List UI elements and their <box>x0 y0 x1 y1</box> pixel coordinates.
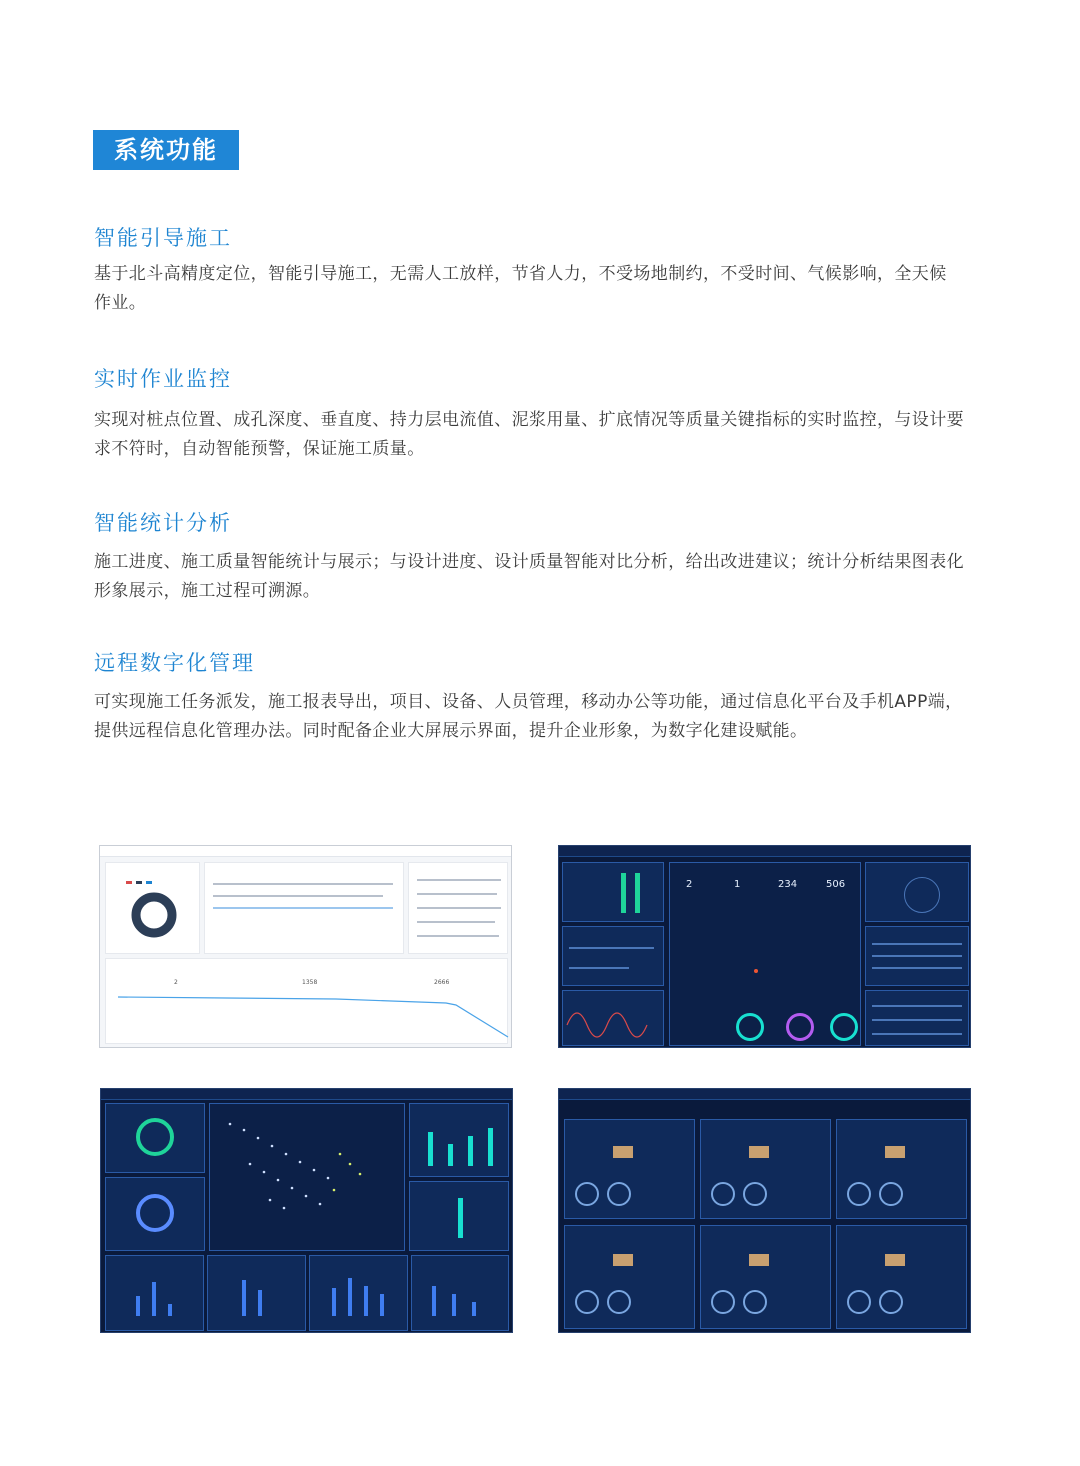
body-line: 提供远程信息化管理办法。同时配备企业大屏展示界面，提升企业形象，为数字化建设赋能。 <box>94 721 808 741</box>
screenshot-dark-machines <box>558 1088 971 1333</box>
screenshot-dark-monitoring <box>558 845 971 1048</box>
wave-panel <box>562 990 664 1046</box>
alert-panel <box>865 990 969 1046</box>
machine-card <box>836 1225 967 1329</box>
task-table-panel <box>204 862 404 954</box>
body-line: 基于北斗高精度定位，智能引导施工，无需人工放样，节省人力，不受场地制约，不受时间、气候影响，全天候 <box>94 264 947 284</box>
pile-dots <box>210 1104 406 1252</box>
app-header <box>101 1089 512 1100</box>
section-title-remote: 远程数字化管理 <box>94 651 255 675</box>
map-panel <box>669 862 861 1046</box>
donut-chart <box>106 863 201 955</box>
bar-panel <box>562 862 664 922</box>
machine-card <box>700 1119 831 1219</box>
table-panel <box>865 926 969 986</box>
stat-value: 2666 <box>434 979 450 986</box>
progress-panel <box>562 926 664 986</box>
body-line: 作业。 <box>94 293 147 313</box>
section-title-analysis: 智能统计分析 <box>94 511 232 535</box>
body-line: 可实现施工任务派发，施工报表导出，项目、设备、人员管理，移动办公等功能，通过信息化平台及手机APP端， <box>94 692 963 712</box>
stat-value: 2 <box>686 879 693 890</box>
stat-value: 2 <box>174 979 178 986</box>
bar-chart-panel <box>409 1103 509 1177</box>
app-header <box>559 846 970 857</box>
machine-card <box>700 1225 831 1329</box>
section-body-guidance <box>94 260 979 318</box>
body-line: 实现对桩点位置、成孔深度、垂直度、持力层电流值、泥浆用量、扩底情况等质量关键指标的实时监控，与设计要 <box>94 410 964 430</box>
line-chart-panel <box>105 958 508 1044</box>
section-title-monitoring: 实时作业监控 <box>94 367 232 391</box>
section-body-analysis <box>94 548 979 606</box>
radar-panel <box>865 862 969 922</box>
body-line: 形象展示，施工过程可溯源。 <box>94 581 321 601</box>
daily-chart-panel <box>411 1255 509 1331</box>
screenshot-light-dashboard <box>99 845 512 1048</box>
alert-list-panel <box>408 862 508 954</box>
trend-line <box>106 959 509 1045</box>
app-header <box>559 1089 970 1100</box>
daily-chart-panel <box>105 1255 204 1331</box>
ring-panel <box>105 1103 205 1173</box>
section-body-remote <box>94 688 979 746</box>
body-line: 施工进度、施工质量智能统计与展示；与设计进度、设计质量智能对比分析，给出改进建议；统计分析结果图表化 <box>94 552 964 572</box>
stat-value: 1358 <box>302 979 318 986</box>
section-badge: 系统功能 <box>93 130 239 170</box>
progress-panel <box>105 862 200 954</box>
ring-panel <box>105 1177 205 1251</box>
machine-card <box>564 1225 695 1329</box>
stat-value: 1 <box>734 879 741 890</box>
machine-card <box>564 1119 695 1219</box>
section-body-monitoring <box>94 406 979 464</box>
pile-map-panel <box>209 1103 405 1251</box>
stat-value: 234 <box>778 879 798 890</box>
daily-chart-panel <box>309 1255 408 1331</box>
daily-chart-panel <box>207 1255 306 1331</box>
machine-card <box>836 1119 967 1219</box>
section-title-guidance: 智能引导施工 <box>94 226 232 250</box>
body-line: 求不符时，自动智能预警，保证施工质量。 <box>94 439 425 459</box>
app-header <box>100 846 511 857</box>
screenshot-dark-pile-map <box>100 1088 513 1333</box>
stat-value: 506 <box>826 879 846 890</box>
bar-chart-panel <box>409 1181 509 1251</box>
